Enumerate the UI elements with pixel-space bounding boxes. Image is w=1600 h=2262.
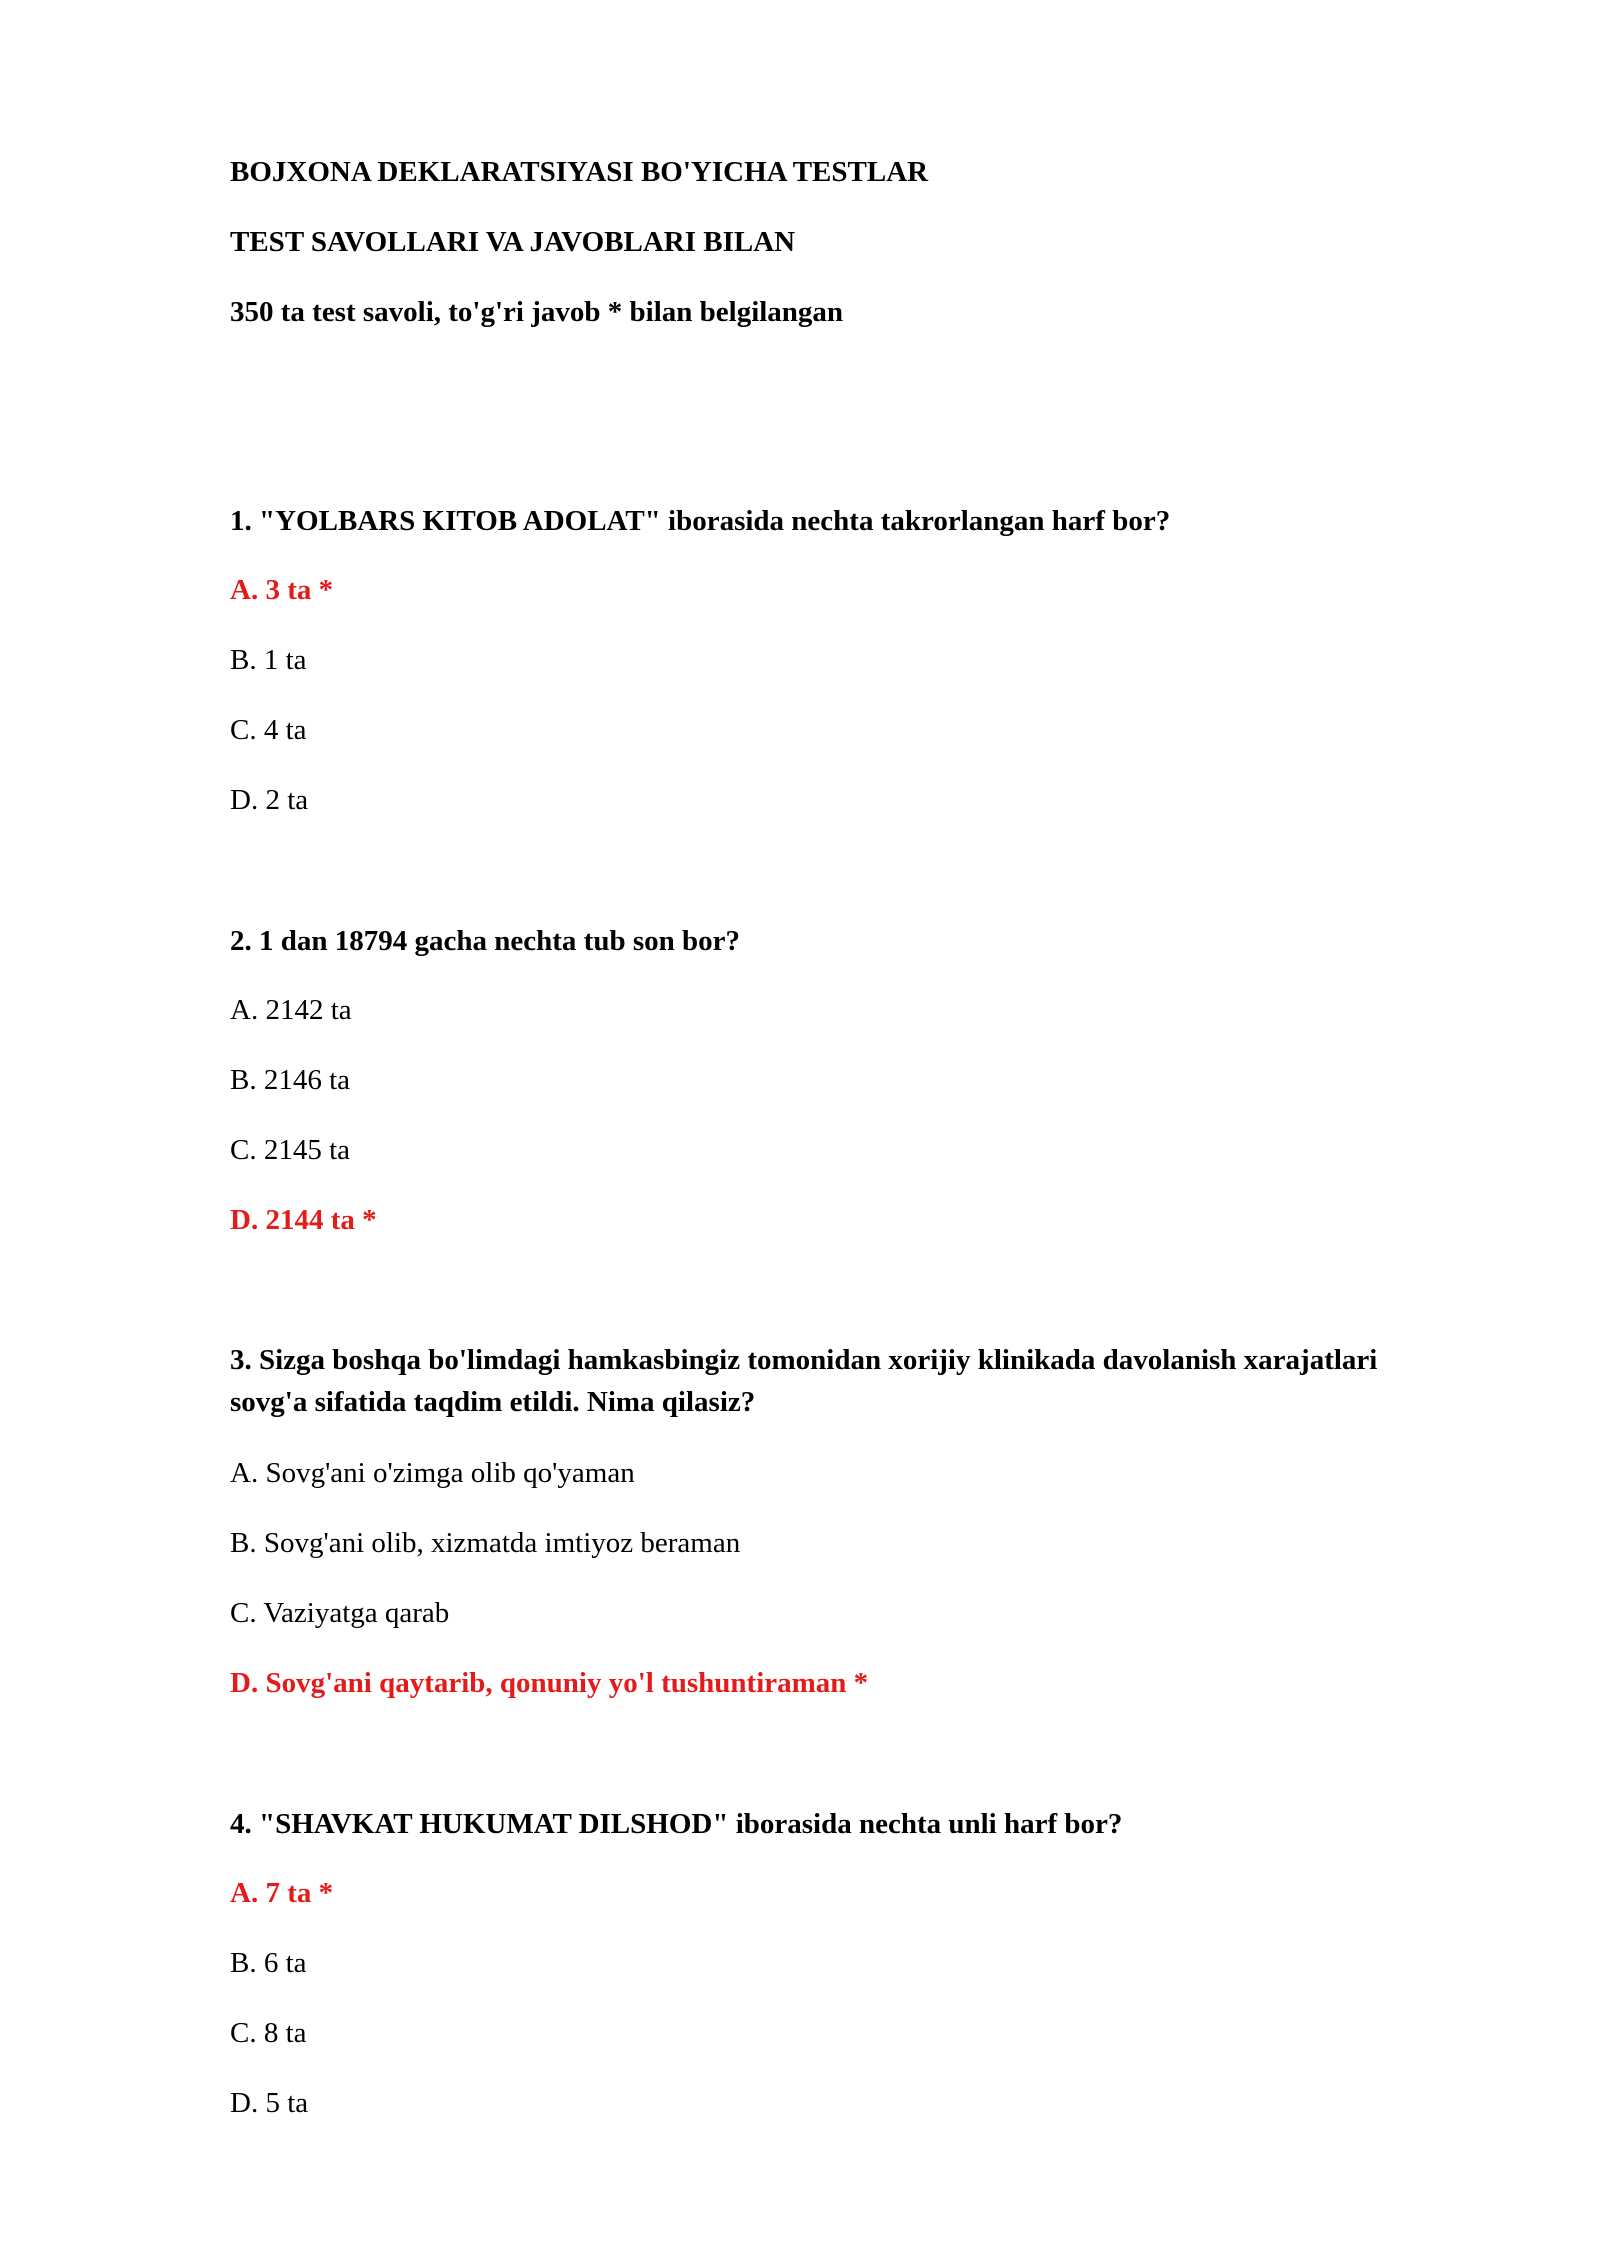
question-text: 1. "YOLBARS KITOB ADOLAT" iborasida nechta takrorlangan harf bor? xyxy=(230,505,1171,537)
answer-option: B. 2146 ta xyxy=(230,1064,351,1096)
answer-option: A. Sovg'ani o'zimga olib qo'yaman xyxy=(230,1457,635,1489)
answer-option: B. 1 ta xyxy=(230,644,307,676)
document-subtitle: TEST SAVOLLARI VA JAVOBLARI BILAN xyxy=(230,226,796,258)
answer-option: B. Sovg'ani olib, xizmatda imtiyoz beraman xyxy=(230,1527,741,1559)
answer-option: C. 8 ta xyxy=(230,2017,307,2049)
document-title: BOJXONA DEKLARATSIYASI BO'YICHA TESTLAR xyxy=(230,156,929,188)
answer-option: D. 2 ta xyxy=(230,784,309,816)
answer-option: A. 2142 ta xyxy=(230,994,352,1026)
answer-option: C. 4 ta xyxy=(230,714,307,746)
answer-option: D. 2144 ta * xyxy=(230,1204,377,1236)
question-text: 4. "SHAVKAT HUKUMAT DILSHOD" iborasida nechta unli harf bor? xyxy=(230,1808,1123,1840)
answer-option: D. Sovg'ani qaytarib, qonuniy yo'l tushuntiraman * xyxy=(230,1667,869,1699)
answer-option: C. 2145 ta xyxy=(230,1134,351,1166)
question-text: 2. 1 dan 18794 gacha nechta tub son bor? xyxy=(230,925,740,957)
answer-option: A. 7 ta * xyxy=(230,1877,334,1909)
document-note: 350 ta test savoli, to'g'ri javob * bilan belgilangan xyxy=(230,296,844,328)
answer-option: D. 5 ta xyxy=(230,2087,309,2119)
answer-option: A. 3 ta * xyxy=(230,574,334,606)
answer-option: C. Vaziyatga qarab xyxy=(230,1597,450,1629)
question-text: 3. Sizga boshqa bo'limdagi hamkasbingiz tomonidan xorijiy klinikada davolanish xarajatlari sovg'a sifatida taqdim etildi. Nima qilasiz? xyxy=(230,1344,1378,1418)
answer-option: B. 6 ta xyxy=(230,1947,307,1979)
